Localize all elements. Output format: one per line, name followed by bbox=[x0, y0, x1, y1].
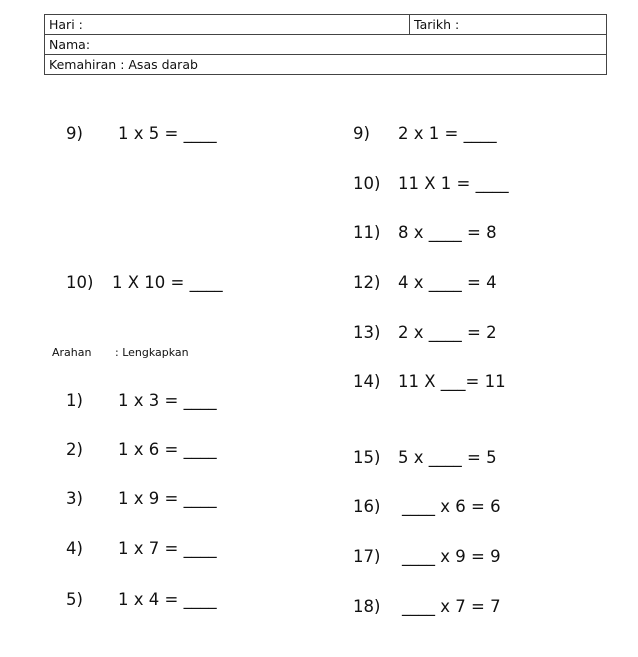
question-number: 5) bbox=[66, 590, 83, 609]
question-number: 18) bbox=[353, 597, 381, 616]
question-expression[interactable]: 4 x ____ = 4 bbox=[398, 273, 497, 292]
question-number: 16) bbox=[353, 497, 381, 516]
question-number: 12) bbox=[353, 273, 381, 292]
question-number: 2) bbox=[66, 440, 83, 459]
question-expression[interactable]: 8 x ____ = 8 bbox=[398, 223, 497, 242]
question-left-5 bbox=[66, 590, 217, 650]
question-expression[interactable]: ____ x 6 = 6 bbox=[402, 497, 501, 516]
question-number: 9) bbox=[66, 124, 83, 143]
instruction-label: Arahan bbox=[52, 346, 92, 359]
question-left-9 bbox=[66, 124, 217, 184]
instruction-text: : Lengkapkan bbox=[115, 346, 189, 359]
question-expression[interactable]: 2 x ____ = 2 bbox=[398, 323, 497, 342]
question-right-18 bbox=[353, 597, 501, 657]
header-table bbox=[44, 14, 607, 75]
question-left-10 bbox=[66, 273, 223, 333]
question-expression[interactable]: 1 x 9 = ____ bbox=[118, 489, 217, 508]
question-right-14 bbox=[353, 372, 506, 432]
question-expression[interactable]: 1 X 10 = ____ bbox=[112, 273, 223, 292]
question-number: 11) bbox=[353, 223, 381, 242]
question-expression[interactable]: 1 x 3 = ____ bbox=[118, 391, 217, 410]
question-expression[interactable]: 11 X ___= 11 bbox=[398, 372, 506, 391]
question-expression[interactable]: 11 X 1 = ____ bbox=[398, 174, 509, 193]
question-number: 3) bbox=[66, 489, 83, 508]
question-number: 10) bbox=[66, 273, 94, 292]
question-expression[interactable]: 1 x 5 = ____ bbox=[118, 124, 217, 143]
question-number: 10) bbox=[353, 174, 381, 193]
kemahiran-field: Kemahiran : Asas darab bbox=[45, 55, 607, 75]
question-expression[interactable]: 2 x 1 = ____ bbox=[398, 124, 497, 143]
question-expression[interactable]: ____ x 9 = 9 bbox=[402, 547, 501, 566]
question-number: 9) bbox=[353, 124, 370, 143]
question-expression[interactable]: 1 x 7 = ____ bbox=[118, 539, 217, 558]
question-expression[interactable]: 1 x 6 = ____ bbox=[118, 440, 217, 459]
question-number: 1) bbox=[66, 391, 83, 410]
question-number: 15) bbox=[353, 448, 381, 467]
question-expression[interactable]: 5 x ____ = 5 bbox=[398, 448, 497, 467]
question-expression[interactable]: 1 x 4 = ____ bbox=[118, 590, 217, 609]
question-number: 17) bbox=[353, 547, 381, 566]
nama-field[interactable]: Nama: bbox=[45, 35, 607, 55]
question-number: 14) bbox=[353, 372, 381, 391]
question-number: 4) bbox=[66, 539, 83, 558]
tarikh-field[interactable]: Tarikh : bbox=[410, 15, 607, 35]
hari-field[interactable]: Hari : bbox=[45, 15, 410, 35]
question-number: 13) bbox=[353, 323, 381, 342]
question-expression[interactable]: ____ x 7 = 7 bbox=[402, 597, 501, 616]
